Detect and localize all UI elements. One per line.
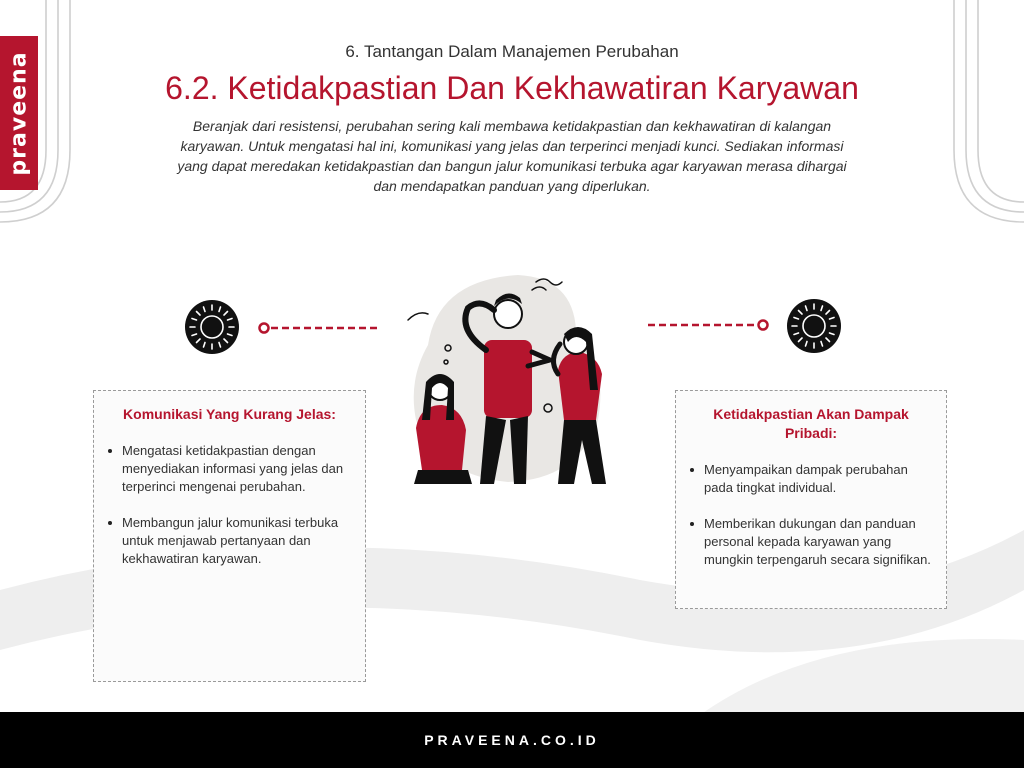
section-label: 6. Tantangan Dalam Manajemen Perubahan [345,42,679,61]
list-item: Menyampaikan dampak perubahan pada tingkat individual. [688,461,934,497]
footer-bar [0,712,1024,768]
sun-icon [184,299,240,355]
card-title: Ketidakpastian Akan Dampak Pribadi: [713,406,909,441]
page-title: 6.2. Ketidakpastian Dan Kekhawatiran Karyawan [165,70,859,106]
bullet-list [688,461,934,569]
footer-url[interactable]: PRAVEENA.CO.ID [424,732,600,748]
dashed-connector-left [257,320,379,336]
worried-people-illustration [398,270,628,492]
bullet-list [106,442,353,568]
sun-icon [786,298,842,354]
brand-logo-text: praveena [6,50,32,176]
list-item: Membangun jalur komunikasi terbuka untuk menjawab pertanyaan dan kekhawatiran karyawan. [106,514,353,568]
card-komunikasi [93,390,366,682]
intro-paragraph: Beranjak dari resistensi, perubahan sering kali membawa ketidakpastian dan kekhawatiran di kalangan karyawan. Untuk mengatasi hal ini, komunikasi yang jelas dan terperinci menjadi kunci. Sediakan informasi yang dapat meredakan ketidakpastian dan bangun jalur komunikasi terbuka agar karyawan merasa dihargai dan mendapatkan panduan yang diperlukan. [177,118,847,194]
list-item: Memberikan dukungan dan panduan personal kepada karyawan yang mungkin terpengaruh secara signifikan. [688,515,934,569]
decorative-arches-right [944,0,1024,230]
card-title: Komunikasi Yang Kurang Jelas: [123,406,336,422]
card-ketidakpastian [675,390,947,609]
list-item: Mengatasi ketidakpastian dengan menyediakan informasi yang jelas dan terperinci mengenai perubahan. [106,442,353,496]
dashed-connector-right [648,317,770,333]
